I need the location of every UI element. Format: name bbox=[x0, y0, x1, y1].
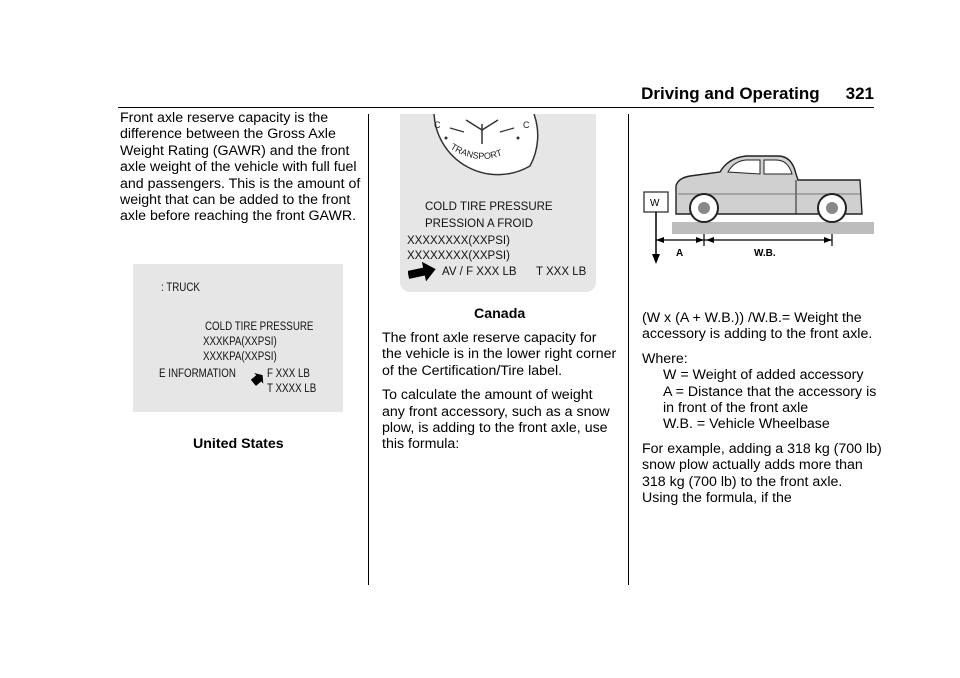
us-kpa-text-1: XXXKPA(XXPSI) bbox=[203, 336, 277, 348]
column-divider-1 bbox=[368, 114, 369, 585]
us-caption: United States bbox=[193, 436, 284, 452]
header-rule bbox=[118, 107, 874, 108]
definition-wb: W.B. = Vehicle Wheelbase bbox=[663, 416, 830, 433]
column-1 bbox=[120, 110, 364, 233]
pickup-truck-icon bbox=[676, 156, 862, 222]
canada-certification-label-image bbox=[400, 114, 596, 292]
transport-text: TRANSPORT bbox=[448, 141, 504, 162]
us-total-lb-text: T XXXX LB bbox=[267, 383, 317, 395]
arrow-icon bbox=[251, 372, 265, 386]
definition-w: W = Weight of added accessory bbox=[663, 367, 864, 384]
calculate-intro-paragraph: To calculate the amount of weight any front accessory, such as a snow plow, is adding to the front axle, use this formula: bbox=[382, 387, 610, 453]
us-kpa-text-2: XXXKPA(XXPSI) bbox=[203, 351, 277, 363]
ca-froid-text: PRESSION A FROID bbox=[425, 218, 533, 230]
ca-cold-tire-text: COLD TIRE PRESSURE bbox=[425, 201, 553, 213]
where-heading: Where: bbox=[642, 350, 688, 367]
dial-c-right: C bbox=[523, 120, 530, 130]
dial-c-left: C bbox=[434, 120, 441, 130]
column-divider-2 bbox=[628, 114, 629, 585]
a-label: A bbox=[676, 248, 684, 259]
column-3 bbox=[642, 310, 882, 514]
us-certification-label-image bbox=[133, 264, 343, 412]
canada-caption: Canada bbox=[474, 306, 526, 322]
running-header bbox=[641, 84, 874, 104]
ca-kpa-text-2: XXXXXXXX(XXPSI) bbox=[407, 250, 510, 262]
transport-dial-graphic bbox=[400, 114, 596, 184]
page-number: 321 bbox=[845, 84, 874, 103]
definition-a: A = Distance that the accessory is in front of the front axle bbox=[663, 383, 877, 417]
example-paragraph: For example, adding a 318 kg (700 lb) snow plow actually adds more than 318 kg (700 lb) to the front axle. Using the formula, if the bbox=[642, 440, 882, 507]
column-2 bbox=[382, 330, 618, 461]
ca-kpa-text-1: XXXXXXXX(XXPSI) bbox=[407, 235, 510, 247]
us-information-text: E INFORMATION bbox=[159, 368, 236, 380]
ca-av-text: AV / F XXX LB bbox=[442, 266, 517, 278]
wb-label: W.B. bbox=[754, 248, 776, 259]
us-cold-tire-text: COLD TIRE PRESSURE bbox=[205, 321, 314, 333]
reserve-capacity-paragraph: Front axle reserve capacity is the difference between the Gross Axle Weight Rating (GAWR) and the front axle weight of the vehicle with full fuel and passengers. This is the amount of weight that can be added to the front axle before reaching the front GAWR. bbox=[120, 110, 361, 225]
label-location-paragraph: The front axle reserve capacity for the vehicle is in the lower right corner of the Certification/Tire label. bbox=[382, 330, 617, 379]
ca-t-text: T XXX LB bbox=[536, 266, 587, 278]
vehicle-wheelbase-diagram bbox=[642, 150, 878, 268]
arrow-icon bbox=[408, 262, 436, 282]
us-front-lb-text: F XXX LB bbox=[267, 368, 310, 380]
w-label: W bbox=[650, 198, 660, 209]
us-truck-text: : TRUCK bbox=[161, 282, 200, 294]
section-title: Driving and Operating bbox=[641, 84, 820, 103]
formula-paragraph: (W x (A + W.B.)) /W.B.= Weight the accessory is adding to the front axle. bbox=[642, 310, 873, 343]
